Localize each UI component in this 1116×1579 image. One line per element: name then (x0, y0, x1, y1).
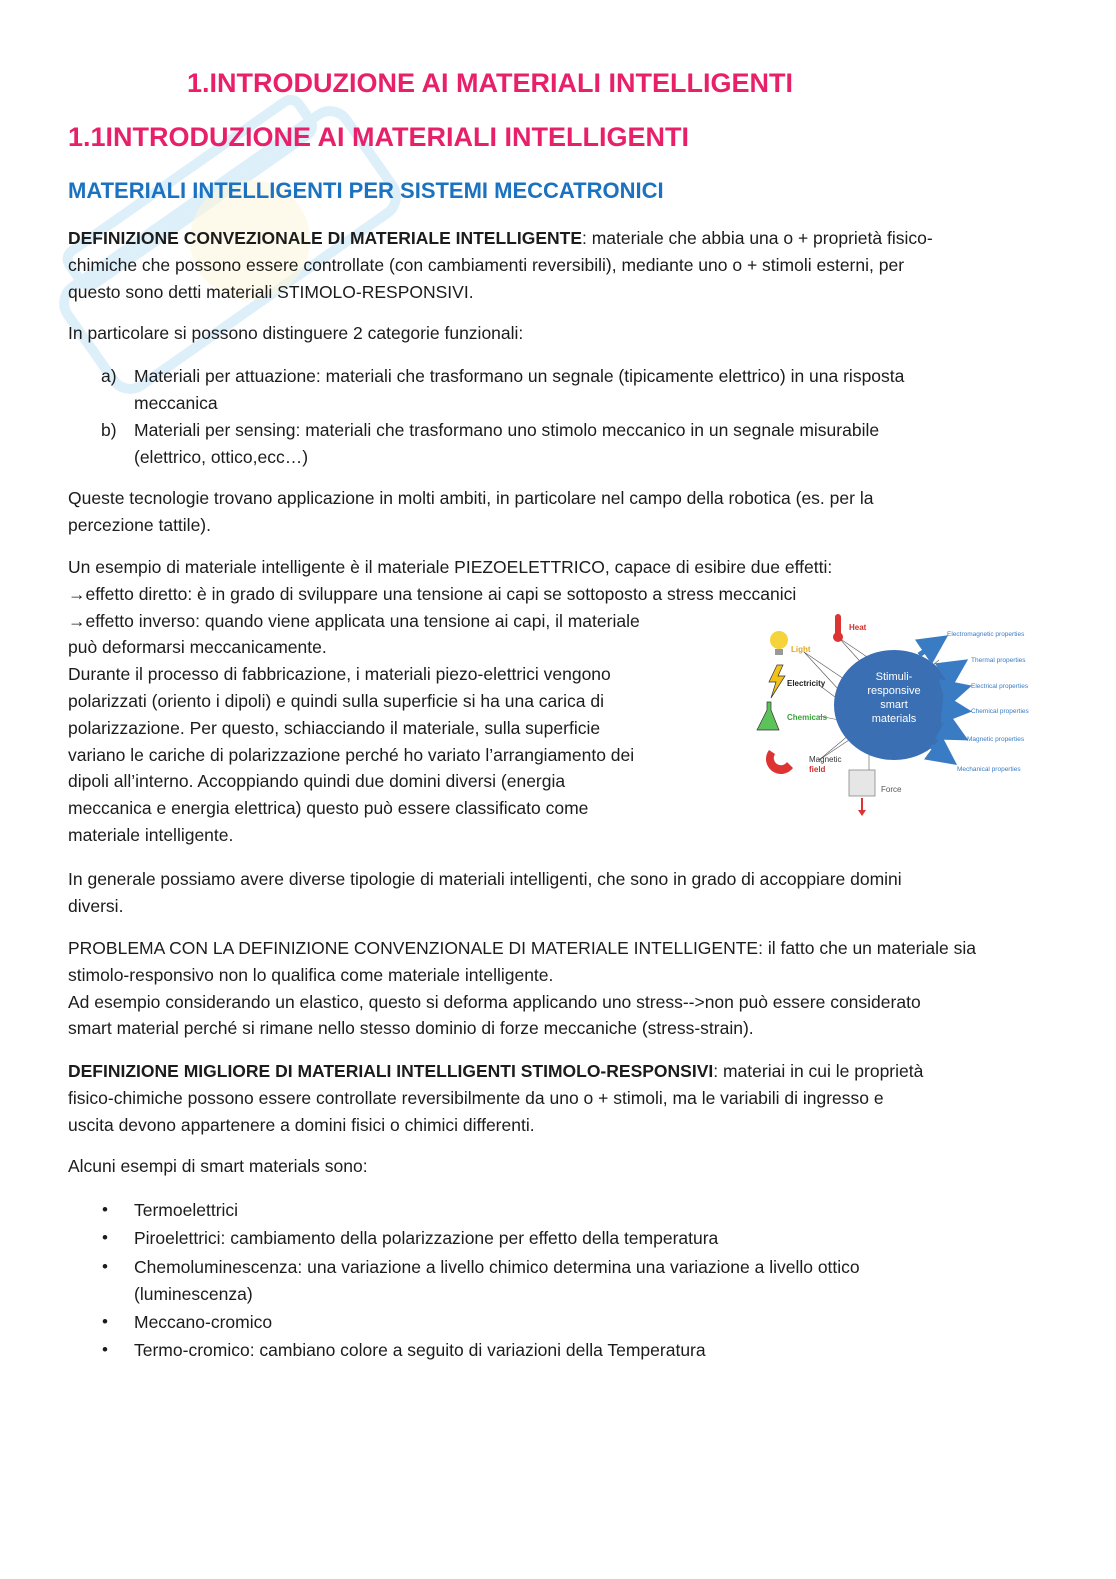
bullet-marker: • (102, 1200, 108, 1219)
thermometer-icon (833, 614, 843, 642)
text-line: Piroelettrici: cambiamento della polarizzazione per effetto della temperatura (134, 1228, 719, 1248)
text-line: polarizzazione. Per questo, schiacciando il materiale, sulla superficie (68, 717, 601, 738)
text-line: variano le cariche di polarizzazione perché ho variato l’arrangiamento dei (68, 744, 635, 765)
text-line: PROBLEMA CON LA DEFINIZIONE CONVENZIONALE DI MATERIALE INTELLIGENTE: il fatto che un materiale sia (68, 938, 976, 958)
definition-paragraph (68, 225, 933, 305)
input-label-force: Force (881, 785, 902, 794)
output-label: Magnetic properties (967, 736, 1025, 743)
text-line: dipoli all’interno. Accoppiando quindi due domini diversi (energia (68, 771, 566, 792)
text-line: meccanica (134, 392, 218, 413)
text-line: : materiai in cui le proprietà (713, 1061, 924, 1081)
bullet-marker: • (102, 1340, 108, 1359)
circle-label-line: Stimuli- (875, 671, 913, 683)
list-marker: a) (101, 366, 117, 386)
problem-paragraph (68, 935, 976, 1042)
circle-label-line: smart (880, 699, 908, 711)
bullet-marker: • (102, 1228, 108, 1247)
paragraph (68, 866, 902, 920)
input-label-electricity: Electricity (787, 679, 826, 688)
input-label-magnetic: Magnetic (809, 755, 842, 764)
text-line: stimolo-responsivo non lo qualifica come materiale intelligente. (68, 964, 554, 985)
text-line: Meccano-cromico (134, 1312, 273, 1332)
text-line: Ad esempio considerando un elastico, questo si deforma applicando uno stress-->non può essere considerato (68, 991, 921, 1012)
better-definition-paragraph (68, 1058, 923, 1138)
text-line: polarizzati (oriento i dipoli) e quindi sulla superficie si ha una carica di (68, 690, 604, 711)
input-label-heat: Heat (849, 623, 867, 632)
lightbulb-icon (770, 631, 788, 655)
circle-label-line: materials (871, 713, 917, 725)
text-line: Materiali per attuazione: materiali che trasformano un segnale (tipicamente elettrico) in una risposta (134, 366, 905, 386)
text-line: In generale possiamo avere diverse tipologie di materiali intelligenti, che sono in grado di accoppiare domini (68, 869, 902, 889)
input-label-light: Light (791, 645, 811, 654)
force-box-icon (849, 770, 875, 816)
text-line: →effetto inverso: quando viene applicata una tensione ai capi, il materiale (68, 610, 640, 631)
text-line: Termoelettrici (134, 1200, 239, 1220)
text-line: Termo-cromico: cambiano colore a seguito di variazioni della Temperatura (134, 1340, 706, 1360)
output-label: Thermal properties (971, 657, 1026, 664)
smart-materials-figure (749, 610, 1049, 820)
paragraph: Alcuni esempi di smart materials sono: (68, 1156, 368, 1176)
text-line: percezione tattile). (68, 514, 211, 535)
bullet-marker: • (102, 1312, 108, 1331)
output-label: Chemical properties (971, 708, 1029, 715)
text-line: questo sono detti materiali STIMOLO-RESPONSIVI. (68, 281, 474, 302)
paragraph (68, 485, 873, 539)
text-line: Durante il processo di fabbricazione, i materiali piezo-elettrici vengono (68, 664, 611, 685)
piezo-paragraph (68, 554, 832, 849)
text-line: smart material perché si rimane nello stesso dominio di forze meccaniche (stress-strain). (68, 1018, 754, 1039)
output-label: Mechanical properties (957, 766, 1021, 773)
text-line: può deformarsi meccanicamente. (68, 637, 327, 658)
text-line: →effetto diretto: è in grado di sviluppare una tensione ai capi se sottoposto a stress meccanici (68, 583, 797, 604)
output-label: Electrical properties (971, 683, 1029, 690)
chapter-heading: 1.1INTRODUZIONE AI MATERIALI INTELLIGENTI (68, 122, 689, 152)
list-marker: b) (101, 420, 117, 440)
text-line: Queste tecnologie trovano applicazione in molti ambiti, in particolare nel campo della robotica (es. per la (68, 488, 874, 508)
output-label: Electromagnetic properties (947, 631, 1025, 638)
definition-term: DEFINIZIONE MIGLIORE DI MATERIALI INTELLIGENTI STIMOLO-RESPONSIVI (68, 1061, 714, 1081)
magnet-icon (766, 750, 793, 774)
text-line: : materiale che abbia una o + proprietà fisico- (582, 228, 933, 248)
flask-icon (757, 702, 779, 730)
circle-label-line: responsive (867, 685, 921, 697)
input-label-chemicals: Chemicals (787, 713, 828, 722)
document-title: 1.INTRODUZIONE AI MATERIALI INTELLIGENTI (187, 68, 793, 98)
paragraph: In particolare si possono distinguere 2 categorie funzionali: (68, 323, 524, 343)
text-line: Materiali per sensing: materiali che trasformano uno stimolo meccanico in un segnale misurabile (134, 420, 880, 440)
text-line: fisico-chimiche possono essere controllate reversibilmente da uno o + stimoli, ma le variabili di ingresso e (68, 1087, 884, 1108)
text-line: (luminescenza) (134, 1283, 253, 1304)
text-line: Un esempio di materiale intelligente è il materiale PIEZOELETTRICO, capace di esibire due effetti: (68, 557, 833, 577)
bullet-marker: • (102, 1257, 108, 1276)
text-line: uscita devono appartenere a domini fisici o chimici differenti. (68, 1114, 535, 1135)
text-line: chimiche che possono essere controllate (con cambiamenti reversibili), mediante uno o + stimoli esterni, per (68, 254, 905, 275)
text-line: meccanica e energia elettrica) questo può essere classificato come (68, 798, 589, 819)
definition-term: DEFINIZIONE CONVEZIONALE DI MATERIALE INTELLIGENTE (68, 228, 582, 248)
text-line: (elettrico, ottico,ecc…) (134, 446, 309, 467)
lightning-icon (769, 665, 785, 698)
text-line: materiale intelligente. (68, 824, 234, 845)
text-line: diversi. (68, 895, 124, 916)
text-line: Chemoluminescenza: una variazione a livello chimico determina una variazione a livello ottico (134, 1257, 860, 1277)
input-label-field: field (809, 765, 826, 774)
section-heading: MATERIALI INTELLIGENTI PER SISTEMI MECCATRONICI (68, 178, 664, 203)
